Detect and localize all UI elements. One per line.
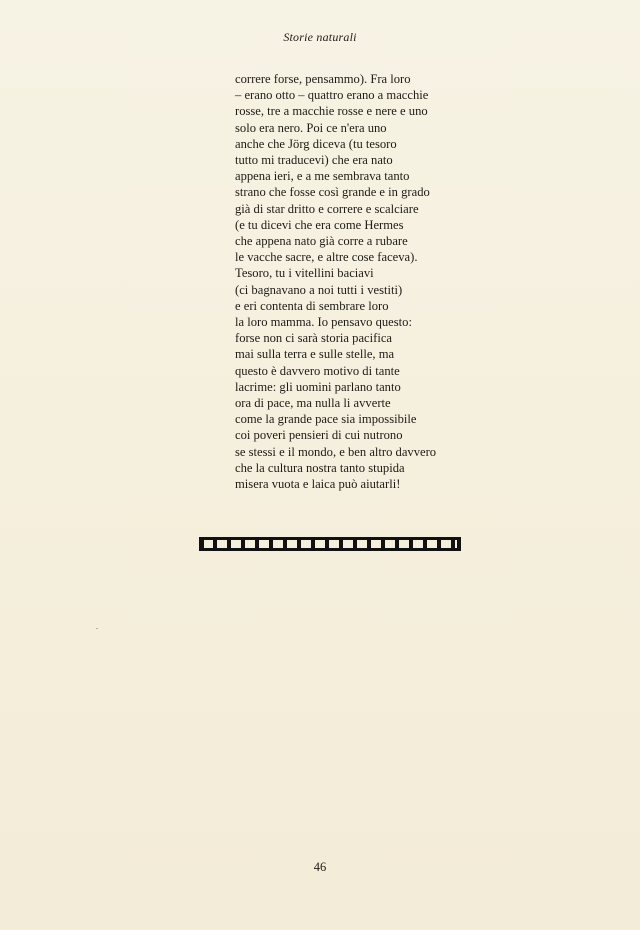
poem-line: anche che Jörg diceva (tu tesoro xyxy=(235,136,397,151)
paper-speck xyxy=(96,628,98,629)
poem-line: forse non ci sarà storia pacifica xyxy=(235,331,392,346)
poem-line: strano che fosse così grande e in grado xyxy=(235,185,430,200)
poem-line: tutto mi traducevi) che era nato xyxy=(235,153,393,168)
poem-line: come la grande pace sia impossibile xyxy=(235,412,417,427)
page-number: 46 xyxy=(313,860,327,874)
poem-line: – erano otto – quattro erano a macchie xyxy=(235,88,429,103)
poem-line: (ci bagnavano a noi tutti i vestiti) xyxy=(235,282,403,297)
poem-line: le vacche sacre, e altre cose faceva). xyxy=(235,250,418,265)
poem-line: che la cultura nostra tanto stupida xyxy=(235,460,405,475)
poem-line: Tesoro, tu i vitellini baciavi xyxy=(235,266,374,281)
poem-line: (e tu dicevi che era come Hermes xyxy=(235,217,404,232)
poem-line: ora di pace, ma nulla li avverte xyxy=(235,396,391,411)
poem-line: già di star dritto e correre e scalciare xyxy=(235,201,419,216)
poem-line: misera vuota e laica può aiutarli! xyxy=(235,477,401,492)
poem-line: la loro mamma. Io pensavo questo: xyxy=(235,315,412,330)
poem-line: mai sulla terra e sulle stelle, ma xyxy=(235,347,395,362)
poem-line: solo era nero. Poi ce n'era uno xyxy=(235,120,387,135)
poem-text xyxy=(235,71,485,492)
poem-line: coi poveri pensieri di cui nutrono xyxy=(235,428,403,443)
greek-key-ornament xyxy=(199,534,461,552)
poem-line: che appena nato già corre a rubare xyxy=(235,234,408,249)
poem-line: correre forse, pensammo). Fra loro xyxy=(235,72,411,86)
poem-line: rosse, tre a macchie rosse e nere e uno xyxy=(235,104,428,119)
poem-line: se stessi e il mondo, e ben altro davvero xyxy=(235,444,437,459)
poem-line: e eri contenta di sembrare loro xyxy=(235,298,389,313)
poem-line: appena ieri, e a me sembrava tanto xyxy=(235,169,410,184)
poem-line: questo è davvero motivo di tante xyxy=(235,363,400,378)
poem-line: lacrime: gli uomini parlano tanto xyxy=(235,379,401,394)
running-head: Storie naturali xyxy=(283,30,357,44)
